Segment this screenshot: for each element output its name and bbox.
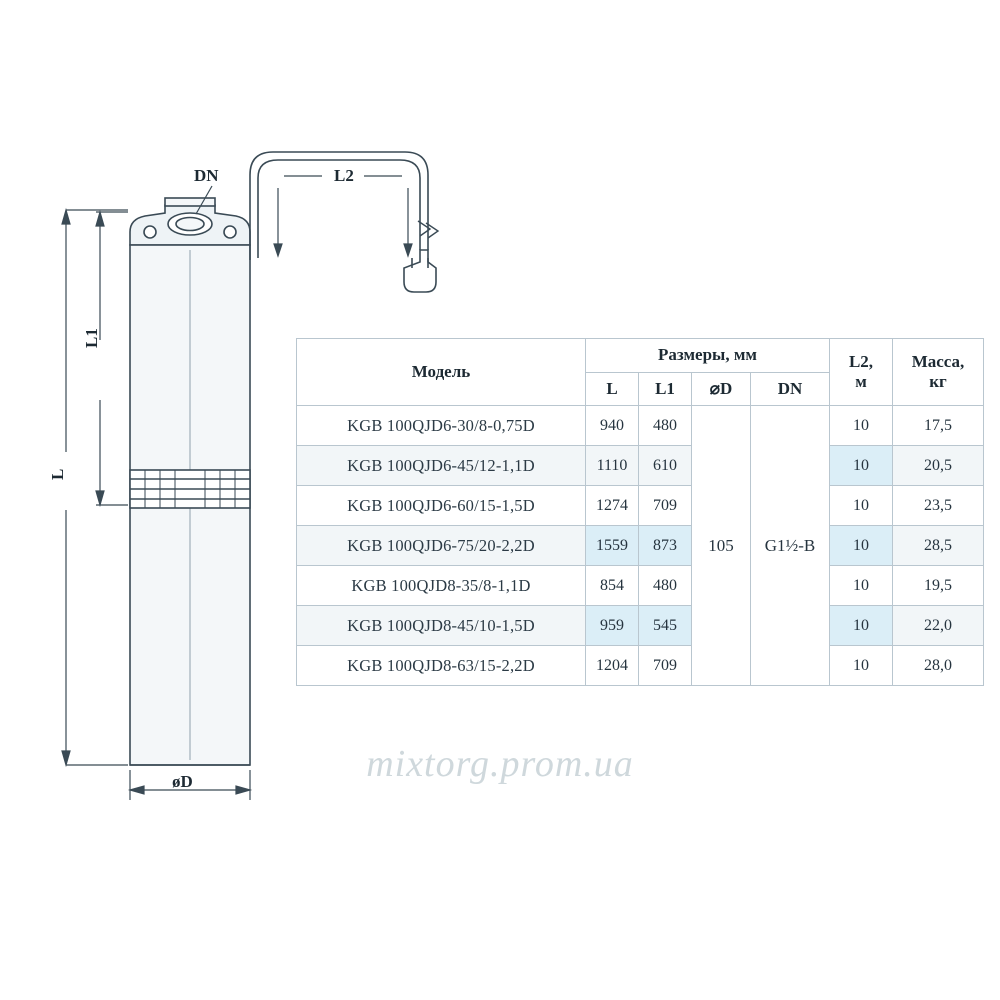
header-sub-od: ⌀D [692, 372, 751, 406]
label-l2: L2 [334, 166, 354, 185]
cell-model: KGB 100QJD8-63/15-2,2D [297, 646, 586, 686]
header-mass-line1: Масса, [911, 352, 965, 371]
cell-l: 1274 [586, 486, 639, 526]
cell-mass: 23,5 [893, 486, 984, 526]
cell-l1: 873 [639, 526, 692, 566]
cell-model: KGB 100QJD6-75/20-2,2D [297, 526, 586, 566]
cell-dn-shared: G1½-B [751, 406, 830, 686]
cell-l1: 709 [639, 486, 692, 526]
cell-l: 940 [586, 406, 639, 446]
label-l: L [48, 468, 67, 480]
watermark: mixtorg.prom.ua [366, 743, 634, 785]
label-l1: L1 [82, 328, 101, 348]
cell-l: 1110 [586, 446, 639, 486]
cell-l: 854 [586, 566, 639, 606]
cell-l1: 480 [639, 566, 692, 606]
header-sub-l: L [586, 372, 639, 406]
specifications-table [296, 338, 984, 686]
label-diameter-d: øD [172, 772, 193, 791]
cell-mass: 28,0 [893, 646, 984, 686]
cell-l2: 10 [830, 486, 893, 526]
cell-l2: 10 [830, 606, 893, 646]
cell-od-shared: 105 [692, 406, 751, 686]
cell-l1: 709 [639, 646, 692, 686]
header-l2-line1: L2, [848, 352, 874, 371]
label-dn: DN [194, 166, 219, 185]
cell-l: 1204 [586, 646, 639, 686]
cell-mass: 20,5 [893, 446, 984, 486]
table-body [297, 406, 984, 686]
table-row [297, 446, 984, 486]
cell-l: 959 [586, 606, 639, 646]
header-sizes: Размеры, мм [586, 339, 830, 373]
cell-l2: 10 [830, 526, 893, 566]
table-header-row-1 [297, 339, 984, 373]
cell-mass: 28,5 [893, 526, 984, 566]
table-row [297, 646, 984, 686]
cell-model: KGB 100QJD6-60/15-1,5D [297, 486, 586, 526]
table-row [297, 486, 984, 526]
table-row [297, 406, 984, 446]
cell-l1: 610 [639, 446, 692, 486]
header-mass-line2: кг [929, 372, 947, 391]
header-l2 [830, 339, 893, 406]
cell-l2: 10 [830, 646, 893, 686]
cell-mass: 17,5 [893, 406, 984, 446]
header-sub-l1: L1 [639, 372, 692, 406]
header-model: Модель [297, 339, 586, 406]
header-mass [893, 339, 984, 406]
table-row [297, 526, 984, 566]
cell-l2: 10 [830, 446, 893, 486]
header-sub-dn: DN [751, 372, 830, 406]
cell-mass: 19,5 [893, 566, 984, 606]
table-header [297, 339, 984, 406]
table-row [297, 606, 984, 646]
cell-model: KGB 100QJD6-30/8-0,75D [297, 406, 586, 446]
cell-l2: 10 [830, 406, 893, 446]
cell-model: KGB 100QJD8-35/8-1,1D [297, 566, 586, 606]
cell-l1: 480 [639, 406, 692, 446]
cell-mass: 22,0 [893, 606, 984, 646]
cell-model: KGB 100QJD6-45/12-1,1D [297, 446, 586, 486]
cell-model: KGB 100QJD8-45/10-1,5D [297, 606, 586, 646]
cell-l1: 545 [639, 606, 692, 646]
cell-l2: 10 [830, 566, 893, 606]
table-row [297, 566, 984, 606]
cell-l: 1559 [586, 526, 639, 566]
header-l2-line2: м [855, 372, 867, 391]
